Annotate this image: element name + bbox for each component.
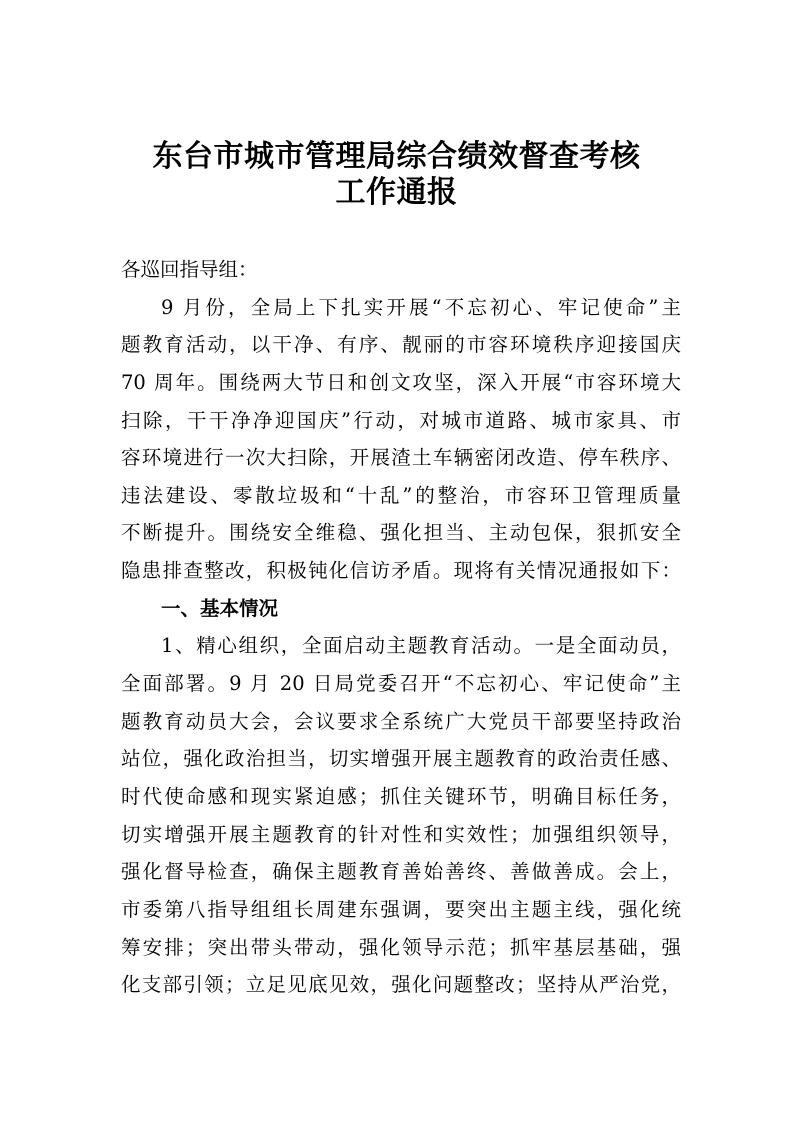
document-title-line-1: 东台市城市管理局综合绩效督查考核 xyxy=(152,139,641,174)
paragraph-line: 市委第八指导组组长周建东强调，要突出主题主线，强化统 xyxy=(121,897,681,921)
document-body xyxy=(121,251,681,1004)
paragraph-line: 强化督导检查，确保主题教育善始善终、善做善成。会上， xyxy=(121,860,681,884)
paragraph-line: 筹安排；突出带头带动，强化领导示范；抓牢基层基础，强 xyxy=(121,935,681,959)
paragraph-line: 不断提升。围绕安全维稳、强化担当、主动包保，狠抓安全 xyxy=(121,521,681,545)
paragraph-line: 化支部引领；立足见底见效，强化问题整改；坚持从严治党， xyxy=(121,973,681,997)
paragraph-line: 违法建设、零散垃圾和“十乱”的整治，市容环卫管理质量 xyxy=(121,483,681,507)
paragraph-1 xyxy=(121,289,681,590)
paragraph-line: 题教育动员大会，会议要求全系统广大党员干部要坚持政治 xyxy=(121,709,681,733)
paragraph-line: 切实增强开展主题教育的针对性和实效性；加强组织领导， xyxy=(121,822,681,846)
paragraph-line: 70 周年。围绕两大节日和创文攻坚，深入开展“市容环境大 xyxy=(121,370,681,394)
document-title-line-2: 工作通报 xyxy=(335,175,458,210)
salutation: 各巡回指导组： xyxy=(121,258,258,281)
paragraph-2 xyxy=(121,627,681,1003)
paragraph-line: 扫除，干干净净迎国庆”行动，对城市道路、城市家具、市 xyxy=(121,408,681,432)
paragraph-line: 容环境进行一次大扫除，开展渣土车辆密闭改造、停车秩序、 xyxy=(121,446,681,470)
paragraph-line: 时代使命感和现实紧迫感；抓住关键环节，明确目标任务， xyxy=(121,784,681,808)
paragraph-line: 站位，强化政治担当，切实增强开展主题教育的政治责任感、 xyxy=(121,747,681,771)
paragraph-line: 隐患排查整改，积极钝化信访矛盾。现将有关情况通报如下： xyxy=(121,559,681,583)
paragraph-line: 全面部署。9 月 20 日局党委召开“不忘初心、牢记使命”主 xyxy=(121,672,681,696)
paragraph-line: 1、精心组织，全面启动主题教育活动。一是全面动员， xyxy=(161,634,681,658)
paragraph-line: 题教育活动，以干净、有序、靓丽的市容环境秩序迎接国庆 xyxy=(121,333,681,357)
paragraph-line: 9 月份，全局上下扎实开展“不忘初心、牢记使命”主 xyxy=(161,295,681,319)
section-heading: 一、基本情况 xyxy=(161,596,279,620)
